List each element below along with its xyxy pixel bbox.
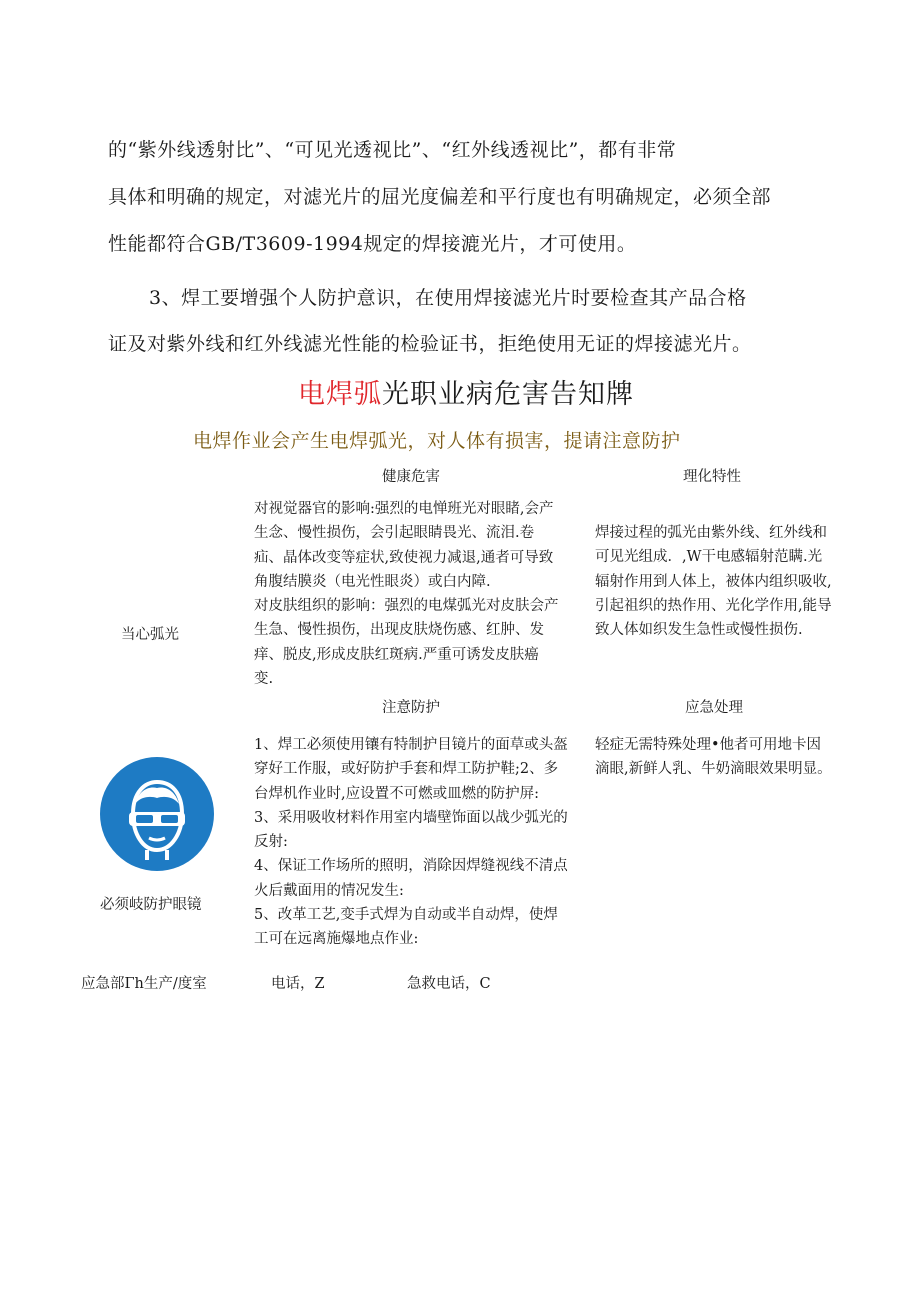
mandatory-eye-protection-icon: [99, 756, 215, 872]
properties-text: [595, 521, 885, 642]
protection-line: 穿好工作服，或好防护手套和焊工防护鞋;2、多: [254, 761, 559, 778]
protection-line: 3、采用吸收材料作用室内墙壁饰面以战少弧光的: [254, 809, 568, 826]
emergency-line: 滴眼,新鲜人乳、牛奶滴眼效果明显。: [595, 761, 832, 778]
protection-text: [254, 733, 594, 952]
emergency-line: 轻症无需特殊处理•他者可用地卡因: [595, 737, 822, 753]
health-line: 对皮肤组织的影响：强烈的电煤弧光对皮肤会产: [254, 598, 559, 615]
intro-line-4: 3、焊工要增强个人防护意识，在使用焊接滤光片时要检查其产品合格: [149, 287, 747, 309]
footer-rescue-phone: 急救电话，C: [407, 976, 491, 992]
protection-line: 火后戴面用的情况发生:: [254, 882, 404, 899]
health-line: 对视觉器官的影响:强烈的电惮班光对眼睹,会产: [254, 501, 554, 517]
health-line: 生急、慢性损伤，出现皮肤烧伤感、红肿、发: [254, 622, 544, 639]
footer-department: 应急部Γh生产/度室: [81, 976, 207, 992]
properties-line: 引起祖织的热作用、光化学作用,能导: [595, 597, 832, 614]
protection-line: 5、改革工艺,变手式焊为自动或半自动焊，使焊: [254, 907, 558, 924]
health-hazard-text: [254, 497, 589, 691]
properties-line: 辐射作用到人体上，被体内组织吸收,: [595, 573, 832, 590]
intro-line-2: 具体和明确的规定，对滤光片的屈光度偏差和平行度也有明确规定，必须全部: [108, 186, 772, 208]
properties-line: 致人体如织发生急性或慢性损伤.: [595, 622, 803, 639]
label-beware-arc: 当心弧光: [121, 627, 179, 643]
intro-line-5: 证及对紫外线和红外线滤光性能的检验证书，拒绝使用无证的焊接滤光片。: [108, 333, 752, 355]
health-line: 角腹结膜炎（电光性眼炎）或白内障.: [254, 573, 491, 590]
label-wear-goggles: 必须岐防护眼镜: [100, 897, 202, 913]
protection-line: 台焊机作业时,应设置不可燃或皿燃的防护屏:: [254, 785, 539, 802]
notice-title: [298, 372, 634, 411]
health-line: 变.: [254, 671, 274, 688]
intro-line-3: 性能都符合GB/T3609-1994规定的焊接漉光片，才可使用。: [108, 233, 637, 255]
footer-phone: 电话，Z: [271, 976, 325, 992]
header-physicochemical: 理化特性: [683, 469, 741, 485]
protection-line: 反射:: [254, 834, 288, 851]
header-emergency: 应急处理: [685, 700, 743, 716]
header-protection: 注意防护: [382, 700, 440, 716]
health-line: 痒、脱皮,形成皮肤红斑病.严重可诱发皮肤癌: [254, 646, 539, 663]
protection-line: 1、焊工必须使用镶有特制护目镜片的面草或头盔: [254, 737, 568, 753]
notice-title-rest: 光职业病危害告知牌: [382, 379, 634, 410]
notice-title-red: 电焊弧: [298, 379, 382, 410]
properties-line: 可见光组成．,W干电感辐射范瞒.光: [595, 549, 823, 566]
protection-line: 工可在远离施爆地点作业:: [254, 931, 419, 948]
eye-protection-sign: [99, 756, 215, 872]
intro-line-1: 的“紫外线透射比”、“可见光透视比”、“红外线透视比”，都有非常: [108, 139, 677, 161]
notice-subtitle: 电焊作业会产生电焊弧光，对人体有损害，提请注意防护: [193, 430, 681, 452]
emergency-text: [595, 733, 885, 782]
health-line: 生念、慢性损伤，会引起眼睛畏光、流泪.卷: [254, 525, 535, 542]
health-line: 疝、晶体改变等症状,致使视力减退,通者可导致: [254, 549, 554, 566]
properties-line: 焊接过程的弧光由紫外线、红外线和: [595, 525, 827, 541]
header-health-hazard: 健康危害: [382, 469, 440, 485]
protection-line: 4、保证工作场所的照明，消除因焊缝视线不清点: [254, 858, 568, 875]
